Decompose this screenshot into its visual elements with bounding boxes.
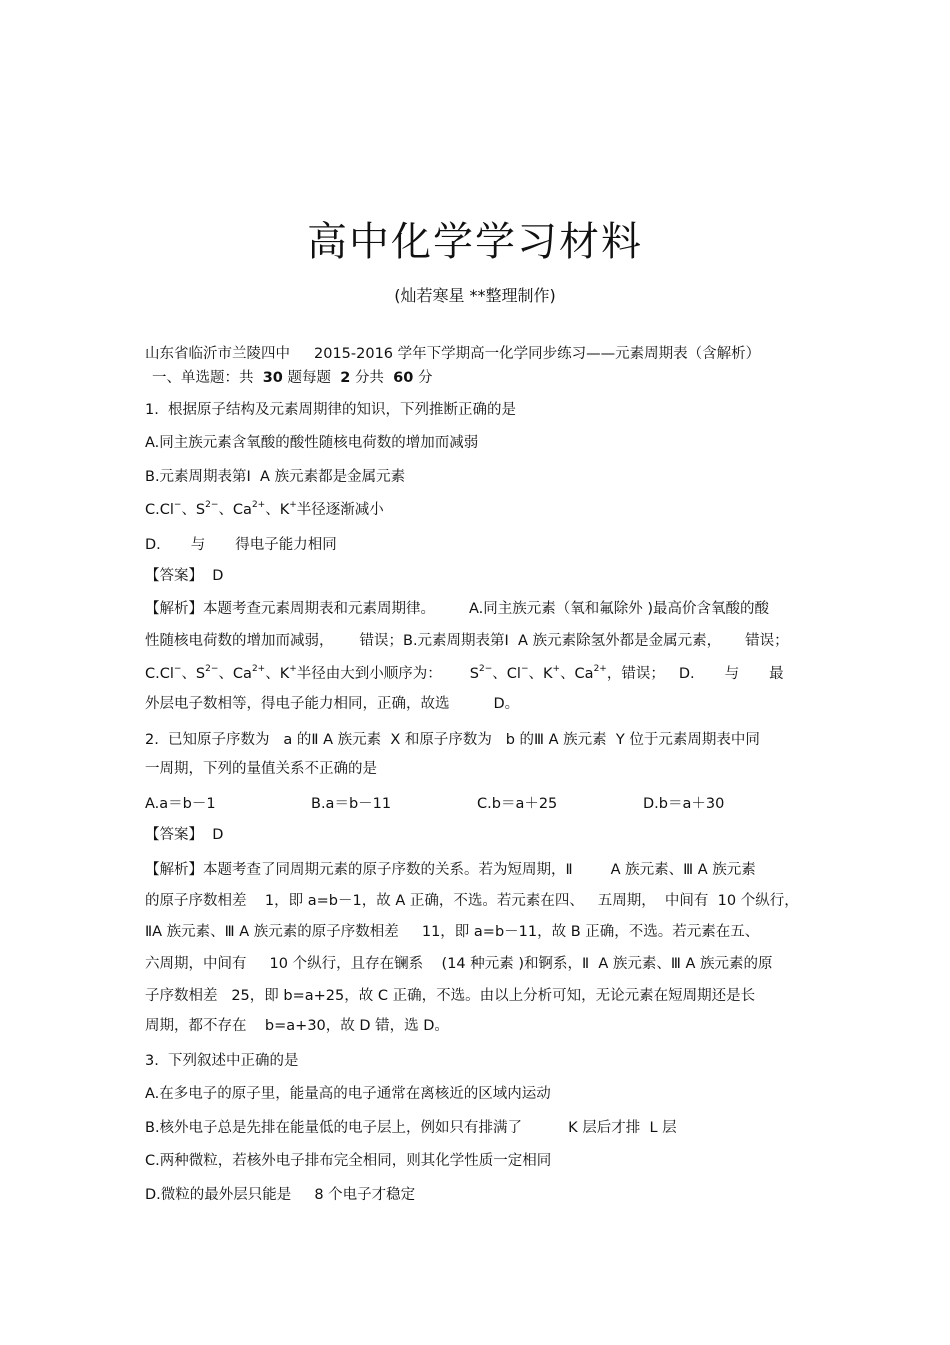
q2-explanation-line: ⅡA 族元素、Ⅲ A 族元素的原子序数相差 11，即 a=b－11，故 B 正确，不选。若元素在五、 [145,924,760,940]
q2-stem: 2. 已知原子序数为 a 的Ⅱ A 族元素 X 和原子序数为 b 的Ⅲ A 族元素 Y 位于元素周期表中同 [145,732,760,748]
intro-source: 山东省临沂市兰陵四中 [145,346,290,362]
q1-option-a: A.同主族元素含氧酸的酸性随核电荷数的增加而减弱 [145,435,479,451]
q3-stem: 3. 下列叙述中正确的是 [145,1053,299,1069]
q1-option-b: B.元素周期表第Ⅰ A 族元素都是金属元素 [145,469,406,485]
q1-stem: 1. 根据原子结构及元素周期律的知识，下列推断正确的是 [145,402,517,418]
q2-explanation-line: 周期，都不存在 b=a+30，故 D 错，选 D。 [145,1018,449,1034]
q1-explanation-line: 性随核电荷数的增加而减弱， 错误；B.元素周期表第Ⅰ A 族元素除氢外都是金属元素， 错误； [145,633,789,649]
q2-answer: 【答案】 D [145,827,224,843]
q2-explanation-line: 子序数相差 25，即 b=a+25，故 C 正确，不选。由以上分析可知，无论元素在短周期还是长 [145,988,756,1004]
q1-explanation-line: C.Cl−、$S^{2-}$、$Ca^{2+}$、K+半径由大到小顺序为： $S^{2-}$、Cl−、K+、$Ca^{2+}$，错误； D. 与 最 [145,664,784,682]
q1-explanation-line: 【解析】本题考查元素周期表和元素周期律。 A.同主族元素（氧和氟除外 )最高价含氧酸的酸 [145,601,770,617]
q1-option-c: C.Cl−、$S^{2-}$、$Ca^{2+}$、K+半径逐渐减小 [145,500,384,518]
q2-option-d: D.b＝a＋30 [643,796,725,812]
q2-option-b: B.a＝b－11 [311,796,392,812]
q2-option-a: A.a＝b－1 [145,796,216,812]
section-heading: 一、单选题：共 30 题每题 2 分共 60 分 [152,370,433,386]
q3-option-a: A.在多电子的原子里，能量高的电子通常在离核近的区域内运动 [145,1086,551,1102]
q3-option-d: D.微粒的最外层只能是 8 个电子才稳定 [145,1187,416,1203]
q2-explanation-line: 六周期，中间有 10 个纵行，且存在镧系 (14 种元素 )和锕系，Ⅱ A 族元素、Ⅲ A 族元素的原 [145,956,773,972]
intro-exam: 2015-2016 学年下学期高一化学同步练习——元素周期表（含解析） [314,346,761,362]
page-subtitle: (灿若寒星 **整理制作) [394,286,556,305]
q3-option-b: B.核外电子总是先排在能量低的电子层上，例如只有排满了 K 层后才排 L 层 [145,1120,677,1136]
q2-explanation-line: 的原子序数相差 1，即 a=b－1，故 A 正确，不选。若元素在四、 五周期， 中间有 10 个纵行， [145,893,799,909]
q1-option-d: D. 与 得电子能力相同 [145,537,337,553]
q2-explanation-line: 【解析】本题考查了同周期元素的原子序数的关系。若为短周期，Ⅱ A 族元素、Ⅲ A 族元素 [145,862,756,878]
q1-answer: 【答案】 D [145,568,224,584]
q2-option-c: C.b＝a＋25 [477,796,558,812]
page-title: 高中化学学习材料 [307,219,643,265]
q2-options [145,794,724,814]
q2-stem: 一周期，下列的量值关系不正确的是 [145,761,377,777]
q1-explanation-line: 外层电子数相等，得电子能力相同，正确，故选 D。 [145,696,520,712]
q3-option-c: C.两种微粒，若核外电子排布完全相同，则其化学性质一定相同 [145,1153,552,1169]
intro-line [145,344,760,364]
